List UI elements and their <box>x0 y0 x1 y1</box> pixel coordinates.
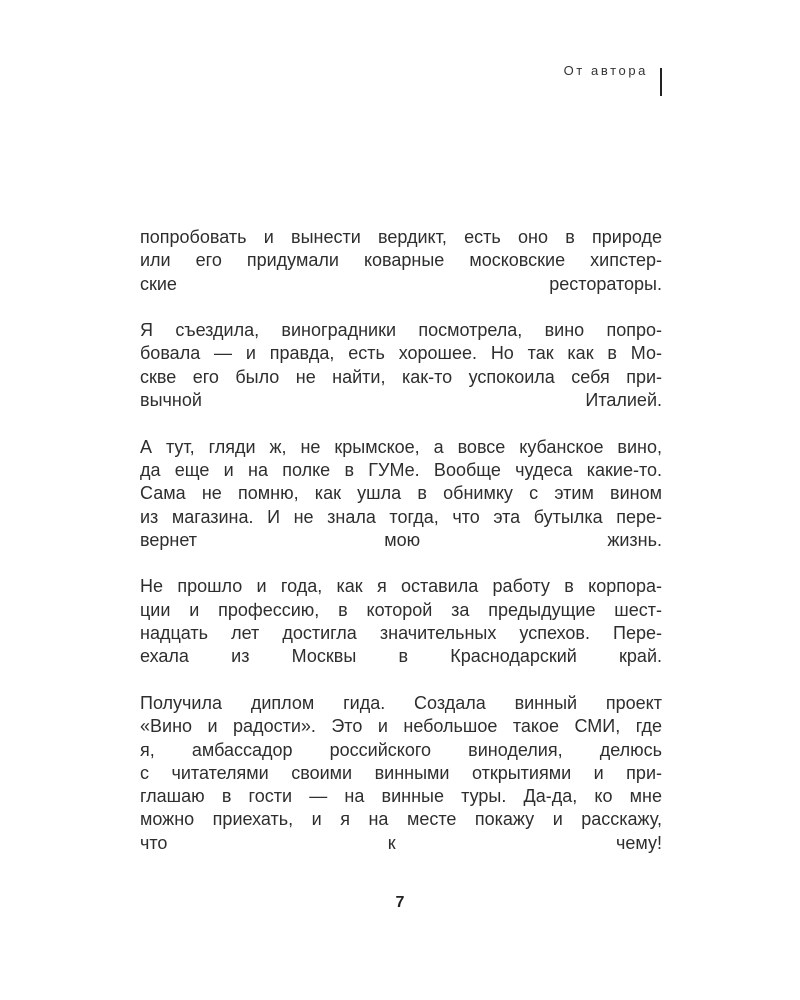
paragraph-4 <box>140 575 662 668</box>
text-line: или его придумали коварные московские хипстер- <box>140 250 662 271</box>
text-line: да еще и на полке в ГУМе. Вообще чудеса какие-то. <box>140 459 662 480</box>
text-line: А тут, гляди ж, не крымское, а вовсе кубанское вино, <box>140 436 662 457</box>
text-line: вернет мою жизнь. <box>140 529 662 550</box>
text-line: можно приехать, и я на месте покажу и расскажу, <box>140 809 662 830</box>
text-line: ехала из Москвы в Краснодарский край. <box>140 646 662 667</box>
text-line: скве его было не найти, как-то успокоила себя при- <box>140 366 662 387</box>
text-line: надцать лет достигла значительных успехов. Пере- <box>140 623 662 644</box>
text-line: бовала — и правда, есть хорошее. Но так как в Мо- <box>140 343 662 364</box>
page-number: 7 <box>395 894 405 911</box>
body-text <box>140 226 662 878</box>
text-line: «Вино и радости». Это и небольшое такое СМИ, где <box>140 716 662 737</box>
paragraph-2 <box>140 319 662 412</box>
text-line: Сама не помню, как ушла в обнимку с этим вином <box>140 483 662 504</box>
text-line: ции и профессию, в которой за предыдущие шест- <box>140 599 662 620</box>
running-header-title: От автора <box>563 63 648 78</box>
text-line: Не прошло и года, как я оставила работу в корпора- <box>140 576 662 597</box>
header-vertical-rule <box>660 68 662 96</box>
text-line: ские рестораторы. <box>140 273 662 294</box>
text-line: с читателями своими винными открытиями и при- <box>140 762 662 783</box>
paragraph-1 <box>140 226 662 296</box>
text-line: Я съездила, виноградники посмотрела, вино попро- <box>140 320 662 341</box>
paragraph-5 <box>140 692 662 855</box>
text-line: вычной Италией. <box>140 390 662 411</box>
text-line: что к чему! <box>140 832 662 853</box>
text-line: из магазина. И не знала тогда, что эта бутылка пере- <box>140 506 662 527</box>
text-line: я, амбассадор российского виноделия, делюсь <box>140 739 662 760</box>
paragraph-3 <box>140 436 662 552</box>
text-line: попробовать и вынести вердикт, есть оно в природе <box>140 227 662 247</box>
text-line: глашаю в гости — на винные туры. Да-да, ко мне <box>140 786 662 807</box>
text-line: Получила диплом гида. Создала винный проект <box>140 692 662 713</box>
